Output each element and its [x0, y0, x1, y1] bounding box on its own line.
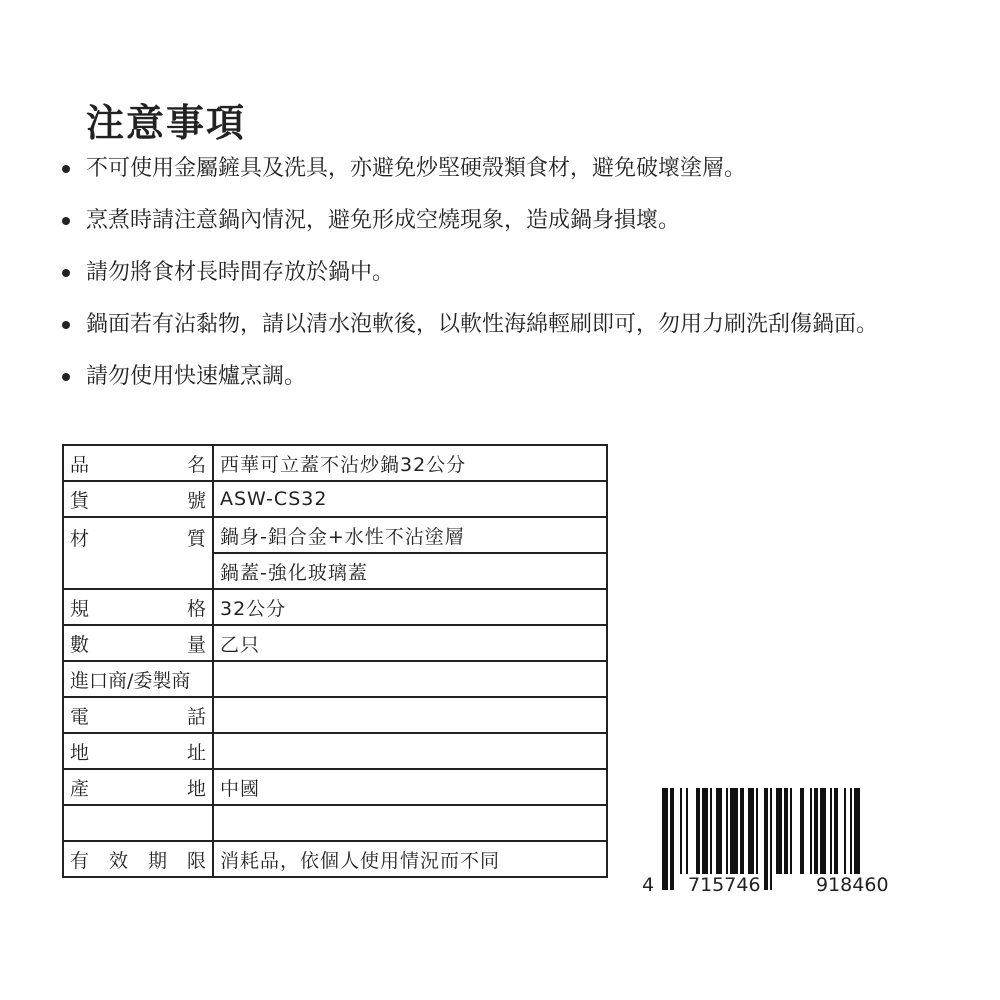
page-title: 注意事項	[86, 101, 247, 145]
list-item	[62, 200, 942, 242]
label-cell	[63, 805, 213, 841]
list-item	[62, 252, 942, 294]
label-char: 有	[70, 849, 90, 872]
label-char: 期	[147, 849, 167, 872]
label-char: 話	[186, 705, 206, 728]
bullet-icon	[62, 321, 70, 329]
table-row	[63, 445, 607, 481]
barcode-bar	[764, 788, 768, 890]
label-char: 址	[186, 741, 206, 764]
list-item	[62, 148, 942, 190]
label-cell	[63, 769, 213, 805]
barcode-bar	[810, 788, 812, 874]
label-char: 名	[186, 453, 206, 476]
address-value	[213, 733, 607, 769]
barcode-bar	[702, 788, 708, 874]
label-cell	[63, 841, 213, 877]
barcode-bar	[670, 788, 674, 890]
note-text: 鍋面若有沾黏物，請以清水泡軟後，以軟性海綿輕刷即可，勿用力刷洗刮傷鍋面。	[86, 312, 879, 337]
label-char: 地	[186, 777, 206, 800]
size-value: 32公分	[213, 589, 607, 625]
label-char: 規	[70, 597, 90, 620]
product-name-value: 西華可立蓋不沾炒鍋32公分	[213, 445, 607, 481]
barcode-bar	[748, 788, 754, 874]
label-char: 格	[186, 597, 206, 620]
material-value: 鍋身-鋁合金+水性不沾塗層	[213, 517, 607, 553]
barcode-bar	[820, 788, 826, 874]
barcode-left-digits: 715746	[688, 874, 761, 896]
barcode-bar	[696, 788, 700, 874]
barcode	[642, 788, 928, 900]
quantity-value: 乙只	[213, 625, 607, 661]
bullet-icon	[62, 165, 70, 173]
barcode-bar	[830, 788, 832, 874]
table-row	[63, 625, 607, 661]
table-row	[63, 481, 607, 517]
barcode-bar	[784, 788, 788, 874]
barcode-bar	[730, 788, 738, 874]
label-cell	[63, 625, 213, 661]
table-row	[63, 517, 607, 553]
origin-value: 中國	[213, 769, 607, 805]
label-cell	[63, 517, 213, 589]
expiry-value: 消耗品，依個人使用情況而不同	[213, 841, 607, 877]
label-char: 貨	[70, 489, 90, 512]
label-cell	[63, 733, 213, 769]
bullet-icon	[62, 373, 70, 381]
sku-value: ASW-CS32	[213, 481, 607, 517]
label-char: 電	[70, 705, 90, 728]
label-cell	[63, 445, 213, 481]
table-row	[63, 841, 607, 877]
label-cell	[63, 481, 213, 517]
label-char: 品	[70, 453, 90, 476]
barcode-right-digits: 918460	[816, 874, 889, 896]
label-char: 效	[108, 849, 128, 872]
label-char: 地	[70, 741, 90, 764]
barcode-bar	[740, 788, 744, 874]
note-text: 請勿將食材長時間存放於鍋中。	[86, 260, 395, 285]
importer-value	[213, 661, 607, 697]
barcode-bar	[814, 788, 818, 874]
blank-value	[213, 805, 607, 841]
list-item	[62, 356, 942, 398]
note-text: 不可使用金屬鏟具及洗具，亦避免炒堅硬殼類食材，避免破壞塗層。	[86, 156, 747, 181]
table-row	[63, 661, 607, 697]
barcode-bar	[790, 788, 792, 874]
table-row	[63, 733, 607, 769]
label-char: 量	[186, 633, 206, 656]
bullet-icon	[62, 269, 70, 277]
label-char: 質	[186, 528, 206, 550]
barcode-bar	[834, 788, 838, 874]
note-text: 請勿使用快速爐烹調。	[86, 364, 307, 389]
phone-value	[213, 697, 607, 733]
spec-table	[62, 444, 608, 878]
label-cell	[63, 589, 213, 625]
barcode-bar	[844, 788, 846, 874]
notes-list	[62, 148, 942, 408]
list-item	[62, 304, 942, 346]
barcode-bar	[710, 788, 712, 874]
table-row	[63, 805, 607, 841]
table-row	[63, 589, 607, 625]
table-row	[63, 697, 607, 733]
barcode-bar	[726, 788, 728, 874]
barcode-bar	[680, 788, 682, 874]
label-text: 進口商/委製商	[70, 669, 191, 692]
bullet-icon	[62, 217, 70, 225]
note-text: 烹煮時請注意鍋內情況，避免形成空燒現象，造成鍋身損壞。	[86, 208, 681, 233]
material-value: 鍋蓋-強化玻璃蓋	[213, 553, 607, 589]
barcode-bar	[756, 788, 758, 874]
table-row	[63, 769, 607, 805]
barcode-bar	[716, 788, 722, 874]
barcode-bar	[770, 788, 772, 890]
barcode-bar	[800, 788, 804, 874]
barcode-bar	[686, 788, 688, 874]
label-char: 限	[186, 849, 206, 872]
label-char: 材	[70, 528, 90, 550]
label-char: 號	[186, 489, 206, 512]
barcode-bar	[662, 788, 668, 890]
barcode-bar	[776, 788, 782, 874]
barcode-first-digit: 4	[642, 874, 655, 896]
label-char: 產	[70, 777, 90, 800]
label-char: 數	[70, 633, 90, 656]
label-cell	[63, 661, 213, 697]
label-cell	[63, 697, 213, 733]
